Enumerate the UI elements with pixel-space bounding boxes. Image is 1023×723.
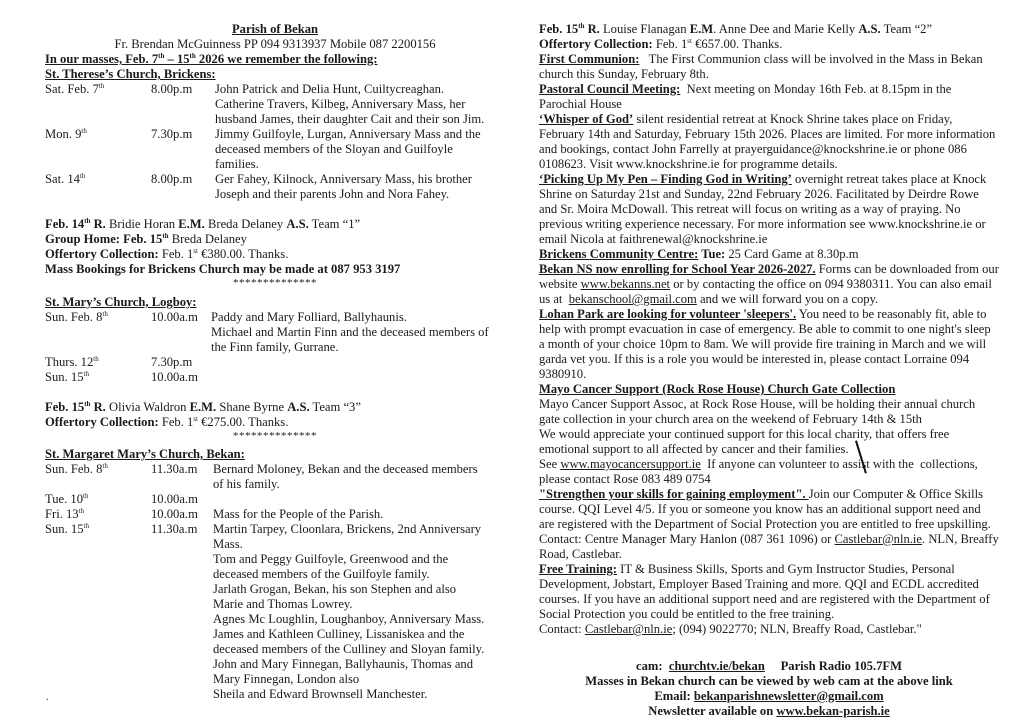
mass-day: Thurs. 12th bbox=[45, 355, 99, 369]
castlebar-email-link[interactable]: Castlebar@nln.ie bbox=[834, 532, 923, 546]
mass-row bbox=[45, 82, 505, 127]
intention-line: husband James, their daughter Cait and their son Jim. bbox=[215, 112, 485, 126]
brickens-community-centre-notice: Brickens Community Centre: Tue: 25 Card Game at 8.30p.m bbox=[539, 247, 859, 261]
intention-line: deceased members of the Culliney and Sloyan family. bbox=[213, 642, 485, 656]
mass-row bbox=[45, 172, 505, 202]
mayo-cancer-p1: Mayo Cancer Support Assoc, at Rock Rose House, will be holding their annual church gate collection in your church area on the weekend of February 14th & 15th bbox=[539, 397, 976, 426]
free-training-notice: Free Training: IT & Business Skills, Sports and Gym Instructor Studies, Personal Development, Jobstart, Employer Based Training and more. QQI and ECDL accredited courses. If you have an additional support need and are registered with the Department of Social Protection you could be entitled to the free training. bbox=[539, 562, 990, 621]
mass-time: 10.00a.m bbox=[151, 507, 198, 521]
mass-intentions bbox=[213, 522, 484, 702]
priest-contact: Fr. Brendan McGuinness PP 094 9313937 Mobile 087 2200156 bbox=[114, 37, 436, 51]
mass-bookings: Mass Bookings for Brickens Church may be made at 087 953 3197 bbox=[45, 262, 401, 276]
skills-notice: "Strengthen your skills for gaining employment". Join our Computer & Office Skills course. QQI Level 4/5. If you or someone you know has an additional support need and are registered with the Department of Social Protection you are entitled to free upskilling. Contact: Centre Manager Mary Hanlon (087 361 1096) or Castlebar@nln.ie. NLN, Breaffy Road, Castlebar. bbox=[539, 487, 999, 561]
remember-heading: In our masses, Feb. 7th – 15th 2026 we remember the following: bbox=[45, 52, 378, 66]
mass-intentions bbox=[211, 310, 489, 355]
mass-day: Sun. 15th bbox=[45, 522, 89, 536]
newsletter-email-link[interactable]: bekanparishnewsletter@gmail.com bbox=[693, 689, 884, 703]
intention-line: Tom and Peggy Guilfoyle, Greenwood and the bbox=[213, 552, 449, 566]
st-therese-heading: St. Therese’s Church, Brickens: bbox=[45, 67, 216, 81]
intention-line: Jimmy Guilfoyle, Lurgan, Anniversary Mass and the bbox=[215, 127, 481, 141]
mass-intentions bbox=[213, 462, 478, 492]
mass-time: 8.00p.m bbox=[151, 172, 193, 186]
lohan-park-notice: Lohan Park are looking for volunteer 'sleepers'. You need to be reasonably fit, able to help with prompt evacuation in case of emergency. Be able to commit to one night's sleep a month of your choice 10pm to 8am. We will provide fire training in March and we will garda vet you. If this is a role you would be interested in, please contact Lorraine 094 9380910. bbox=[539, 307, 991, 381]
mass-time: 8.00p.m bbox=[151, 82, 193, 96]
whisper-of-god-notice: ‘Whisper of God’ silent residential retreat at Knock Shrine takes place on Friday, February 14th and Saturday, February 15th 2026. Places are limited. For more information and bookings, contact John Farrelly at prayerguidance@knockshrine.ie or phone 086 0108623. Visit www.knockshrine.ie for programme details. bbox=[539, 112, 996, 171]
mass-row bbox=[45, 127, 505, 172]
mass-time: 7.30p.m bbox=[151, 127, 193, 141]
mass-row bbox=[45, 507, 505, 522]
intention-line: Marie and Thomas Lowrey. bbox=[213, 597, 353, 611]
intention-line: Mass for the People of the Parish. bbox=[213, 507, 384, 521]
mayocancersupport-link[interactable]: www.mayocancersupport.ie bbox=[560, 457, 701, 471]
bekan-ns-notice: Bekan NS now enrolling for School Year 2026-2027. Forms can be downloaded from our website www.bekanns.net or by contacting the office on 094 9380311. You can also email us at bekanschool@gmail.com and we will forward you on a copy. bbox=[539, 262, 999, 306]
mass-day: Fri. 13th bbox=[45, 507, 85, 521]
free-training-contact: Contact: Castlebar@nln.ie; (094) 9022770; NLN, Breaffy Road, Castlebar." bbox=[539, 622, 922, 636]
mass-row bbox=[45, 310, 505, 355]
mass-time: 7.30p.m bbox=[151, 355, 193, 369]
bekanns-link[interactable]: www.bekanns.net bbox=[580, 277, 671, 291]
intention-line: John and Mary Finnegan, Ballyhaunis, Thomas and bbox=[213, 657, 474, 671]
bekanschool-email-link[interactable]: bekanschool@gmail.com bbox=[568, 292, 697, 306]
mass-time: 11.30a.m bbox=[151, 522, 198, 536]
intention-line: deceased members of the Sloyan and Guilfoyle bbox=[215, 142, 453, 156]
mass-row bbox=[45, 370, 505, 385]
mass-time: 10.00a.m bbox=[151, 370, 198, 384]
mass-day: Tue. 10th bbox=[45, 492, 89, 506]
mass-day: Sun. Feb. 8th bbox=[45, 462, 108, 476]
group-home: Group Home: Feb. 15th Breda Delaney bbox=[45, 232, 247, 246]
intention-line: deceased members of the Guilfoyle family. bbox=[213, 567, 430, 581]
st-mary-heading: St. Mary’s Church, Logboy: bbox=[45, 295, 197, 309]
intention-line: Jarlath Grogan, Bekan, his son Stephen and also bbox=[213, 582, 457, 596]
intention-line: the Finn family, Gurrane. bbox=[211, 340, 339, 354]
intention-line: Mass. bbox=[213, 537, 243, 551]
mass-day: Sun. 15th bbox=[45, 370, 89, 384]
st-mary-offertory: Offertory Collection: Feb. 1st €275.00. Thanks. bbox=[45, 415, 289, 429]
intention-line: Mary Finnegan, London also bbox=[213, 672, 360, 686]
mass-intentions bbox=[215, 82, 484, 127]
st-mary-ministers: Feb. 15th R. Olivia Waldron E.M. Shane Byrne A.S. Team “3” bbox=[45, 400, 361, 414]
mass-day: Sun. Feb. 8th bbox=[45, 310, 108, 324]
mass-row bbox=[45, 462, 505, 492]
first-communion-notice: First Communion: The First Communion class will be involved in the Mass in Bekan church this Sunday, February 8th. bbox=[539, 52, 986, 81]
bekan-offertory: Offertory Collection: Feb. 1st €657.00. Thanks. bbox=[539, 37, 783, 51]
mass-day: Mon. 9th bbox=[45, 127, 87, 141]
mass-row bbox=[45, 492, 505, 507]
mass-day: Sat. Feb. 7th bbox=[45, 82, 105, 96]
separator: ************** bbox=[233, 430, 317, 442]
left-column bbox=[45, 22, 505, 702]
intention-line: John Patrick and Delia Hunt, Cuiltycreaghan. bbox=[215, 82, 445, 96]
intention-line: Joseph and their parents John and Nora Fahey. bbox=[215, 187, 450, 201]
footer-webcam-line: Masses in Bekan church can be viewed by web cam at the above link bbox=[585, 674, 953, 688]
intention-line: Agnes Mc Loughlin, Loughanboy, Anniversary Mass. bbox=[213, 612, 485, 626]
intention-line: Martin Tarpey, Cloonlara, Brickens, 2nd Anniversary bbox=[213, 522, 482, 536]
parish-title: Parish of Bekan bbox=[231, 22, 319, 36]
churchtv-link[interactable]: churchtv.ie/bekan bbox=[668, 659, 765, 673]
pastoral-council-notice: Pastoral Council Meeting: Next meeting on Monday 16th Feb. at 8.15pm in the Parochial House bbox=[539, 82, 955, 111]
intention-line: families. bbox=[215, 157, 259, 171]
separator: ************** bbox=[233, 277, 317, 289]
mayo-cancer-p2: We would appreciate your continued support for this local charity, that offers free emotional support to all affected by cancer and their families. bbox=[539, 427, 950, 456]
st-therese-offertory: Offertory Collection: Feb. 1st €380.00. Thanks. bbox=[45, 247, 289, 261]
intention-line: Michael and Martin Finn and the deceased members of bbox=[211, 325, 489, 339]
mass-intentions bbox=[215, 127, 481, 172]
mass-time: 11.30a.m bbox=[151, 462, 198, 476]
footer-email-line: Email: bekanparishnewsletter@gmail.com bbox=[654, 689, 884, 703]
footer bbox=[539, 659, 999, 719]
mass-intentions bbox=[215, 172, 472, 202]
footer-website-line: Newsletter available on www.bekan-parish.ie bbox=[648, 704, 890, 718]
stray-dot: . bbox=[46, 692, 49, 703]
mass-day: Sat. 14th bbox=[45, 172, 86, 186]
intention-line: Bernard Moloney, Bekan and the deceased members bbox=[213, 462, 478, 476]
st-margaret-mass-list bbox=[45, 462, 505, 702]
st-margaret-heading: St. Margaret Mary’s Church, Bekan: bbox=[45, 447, 245, 461]
intention-line: Catherine Travers, Kilbeg, Anniversary Mass, her bbox=[215, 97, 466, 111]
mayo-cancer-heading: Mayo Cancer Support (Rock Rose House) Church Gate Collection bbox=[539, 382, 896, 396]
st-therese-mass-list bbox=[45, 82, 505, 202]
bekan-ministers: Feb. 15th R. Louise Flanagan E.M. Anne Dee and Marie Kelly A.S. Team “2” bbox=[539, 22, 933, 36]
intention-line: James and Kathleen Culliney, Lissaniskea and the bbox=[213, 627, 465, 641]
intention-line: Paddy and Mary Folliard, Ballyhaunis. bbox=[211, 310, 407, 324]
mass-intentions bbox=[213, 507, 383, 522]
castlebar-email-link-2[interactable]: Castlebar@nln.ie bbox=[584, 622, 673, 636]
mayo-cancer-p3: See www.mayocancersupport.ie If anyone can volunteer to assist with the collections, please contact Rose 083 489 0754 bbox=[539, 457, 981, 486]
intention-line: Ger Fahey, Kilnock, Anniversary Mass, his brother bbox=[215, 172, 472, 186]
mass-row bbox=[45, 355, 505, 370]
picking-up-pen-notice: ‘Picking Up My Pen – Finding God in Writing’ overnight retreat takes place at Knock Shrine on Saturday 21st and Sunday, 22nd February 2026. Facilitated by Deirdre Rowe and Sr. Moira McDowall. This retreat will focus on writing as a way of praying. No previous writing experience necessary. For more information see www.knockshrine.ie or email Nicola at faithrenewal@knockshrine.ie bbox=[539, 172, 987, 246]
st-therese-ministers: Feb. 14th R. Bridie Horan E.M. Breda Delaney A.S. Team “1” bbox=[45, 217, 361, 231]
mass-time: 10.00a.m bbox=[151, 310, 198, 324]
parish-website-link[interactable]: www.bekan-parish.ie bbox=[776, 704, 890, 718]
footer-cam-line: cam: churchtv.ie/bekan Parish Radio 105.7FM bbox=[636, 659, 902, 673]
st-mary-mass-list bbox=[45, 310, 505, 385]
mass-time: 10.00a.m bbox=[151, 492, 198, 506]
mass-row bbox=[45, 522, 505, 702]
intention-line: Sheila and Edward Brownsell Manchester. bbox=[213, 687, 428, 701]
intention-line: of his family. bbox=[213, 477, 280, 491]
right-column bbox=[539, 22, 999, 719]
